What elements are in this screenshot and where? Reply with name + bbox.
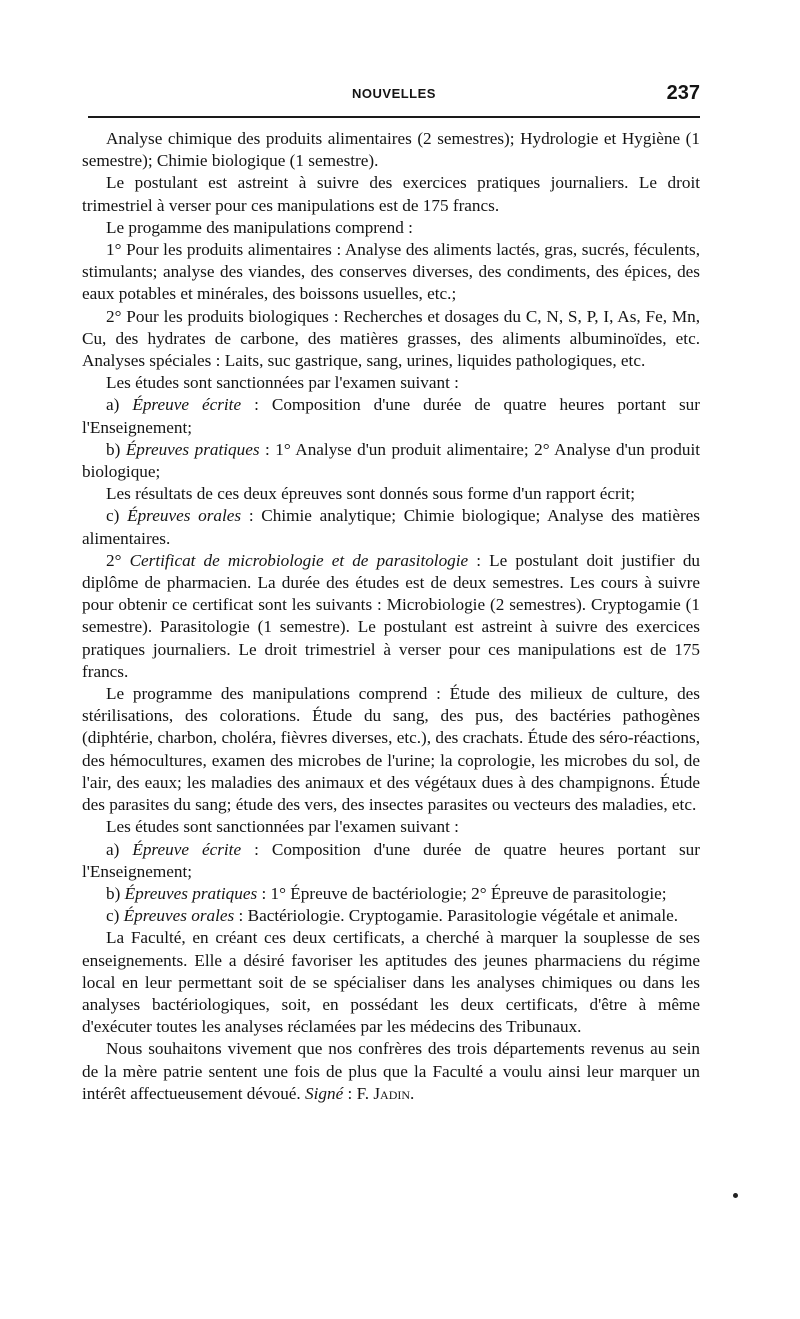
paragraph: Le progamme des manipulations comprend : — [106, 217, 413, 237]
item-heading: Épreuves orales — [127, 506, 242, 526]
margin-dot — [733, 1193, 738, 1198]
item-heading: Épreuve écrite — [132, 395, 242, 415]
running-title: NOUVELLES — [352, 86, 436, 101]
paragraph: Les études sont sanctionnées par l'examen suivant : — [106, 373, 459, 393]
item-text: : Composition d'une durée de quatre heures portant sur l'Enseignement; — [82, 395, 700, 437]
page-header — [88, 82, 700, 118]
item-marker: b) — [106, 439, 126, 459]
item-marker: a) — [106, 395, 133, 415]
item-marker: c) — [106, 906, 124, 926]
item-text: : Le postulant doit justifier du diplôme de pharmacien. La durée des études est de deux semestres. Les cours à suivre pour obtenir ce certificat sont les suivants : Microbiologie (2 semestres). Cryptogamie (1 semestre). Parasitologie (1 semestre). Le postulant est astreint à suivre des exercices pratiques journaliers. Le droit trimestriel à verser pour ces manipulations est de 175 francs. — [82, 550, 701, 681]
item-text: : Bactériologie. Cryptogamie. Parasitologie végétale et animale. — [234, 906, 679, 926]
signature-name: F. Jadin. — [356, 1083, 415, 1103]
paragraph: Le postulant est astreint à suivre des exercices pratiques journaliers. Le droit trimestriel à verser pour ces manipulations est de 175 francs. — [82, 173, 700, 215]
paragraph: Analyse chimique des produits alimentaires (2 semestres); Hydrologie et Hygiène (1 semestre); Chimie biologique (1 semestre). — [82, 129, 700, 171]
item-text: : 1° Épreuve de bactériologie; 2° Épreuve de parasitologie; — [257, 883, 667, 903]
paragraph — [82, 839, 700, 883]
item-text: : 1° Analyse d'un produit alimentaire; 2° Analyse d'un produit biologique; — [82, 439, 700, 482]
item-text: : Composition d'une durée de quatre heures portant sur l'Enseignement; — [82, 839, 700, 881]
item-heading: Certificat de microbiologie et de parasitologie — [129, 550, 469, 570]
item-heading: Épreuves pratiques — [125, 439, 260, 459]
item-marker: 2° — [106, 550, 130, 570]
paragraph: Les résultats de ces deux épreuves sont donnés sous forme d'un rapport écrit; — [106, 484, 636, 504]
item-marker: b) — [106, 883, 125, 903]
paragraph — [82, 394, 700, 438]
article-body — [82, 128, 700, 1105]
item-marker: a) — [106, 839, 133, 859]
item-heading: Épreuves orales — [123, 906, 235, 926]
page-number: 237 — [666, 82, 700, 104]
paragraph: Les études sont sanctionnées par l'examen suivant : — [106, 817, 459, 837]
paragraph: Le programme des manipulations comprend : Étude des milieux de culture, des stérilisations, des colorations. Étude du sang, des pus, des bactéries pathogènes (diphtérie, charbon, choléra, fièvres diverses, etc.), des crachats. Étude des séro-réactions, des hémocultures, examen des microbes de l'urine; la coprologie, les microbes du sol, de l'air, des eaux; les maladies des animaux et des végétaux dues à des champignons. Étude des parasites du sang; étude des vers, des insectes parasites ou vecteurs des maladies, etc. — [82, 684, 700, 815]
paragraph — [82, 905, 700, 927]
signature-separator: : — [343, 1083, 357, 1103]
paragraph-text: Nous souhaitons vivement que nos confrères des trois départements revenus au sein de la mère patrie sentent une fois de plus que la Faculté a voulu ainsi leur marquer un intérêt affectueusement dévoué. — [82, 1039, 700, 1103]
paragraph — [82, 1038, 700, 1105]
paragraph — [82, 883, 700, 905]
signature-label: Signé — [305, 1083, 344, 1103]
item-marker: c) — [106, 506, 128, 526]
paragraph: 1° Pour les produits alimentaires : Analyse des aliments lactés, gras, sucrés, féculents, stimulants; analyse des viandes, des conserves diverses, des condiments, des épices, des eaux potables et minérales, des boissons usuelles, etc.; — [82, 240, 700, 304]
item-heading: Épreuve écrite — [132, 839, 242, 859]
paragraph — [82, 550, 700, 683]
paragraph — [82, 505, 700, 549]
paragraph — [82, 439, 700, 483]
item-heading: Épreuves pratiques — [124, 883, 258, 903]
item-text: : Chimie analytique; Chimie biologique; Analyse des matières alimentaires. — [82, 506, 700, 548]
paragraph: La Faculté, en créant ces deux certificats, a cherché à marquer la souplesse de ses enseignements. Elle a désiré favoriser les aptitudes des jeunes pharmaciens du régime local en leur permettant soit de se spécialiser dans les analyses chimiques ou dans les analyses bactériologiques, soit, en possédant les deux certificats, d'être à même d'exécuter toutes les analyses réclamées par les médecins des Tribunaux. — [82, 928, 700, 1037]
paragraph: 2° Pour les produits biologiques : Recherches et dosages du C, N, S, P, I, As, Fe, Mn, Cu, des hydrates de carbone, des matières grasses, des aliments albuminoïdes, etc. Analyses spéciales : Laits, suc gastrique, sang, urines, liquides pathologiques, etc. — [82, 306, 700, 371]
